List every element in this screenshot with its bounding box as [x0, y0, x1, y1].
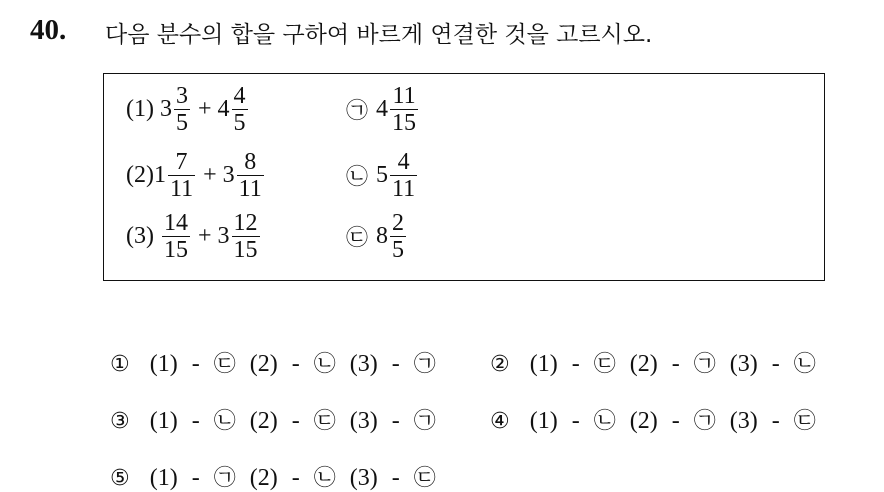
- dash: -: [671, 351, 680, 377]
- dash: -: [291, 408, 300, 434]
- dash: -: [191, 465, 200, 491]
- pair-answer: ㉢: [313, 409, 336, 434]
- pair-answer: ㉡: [313, 352, 336, 377]
- answer-mark: ㉠: [346, 98, 369, 124]
- mixed-whole: 4: [376, 95, 389, 122]
- denominator: 11: [238, 175, 262, 202]
- denominator: 15: [163, 236, 188, 263]
- dash: -: [571, 408, 580, 434]
- numerator: 7: [175, 148, 188, 175]
- numerator: 14: [163, 209, 188, 236]
- denominator: 15: [233, 236, 258, 263]
- dash: -: [291, 465, 300, 491]
- dash: -: [391, 465, 400, 491]
- choice-number: ⑤: [110, 466, 130, 491]
- row-label: (1): [126, 95, 154, 122]
- numerator: 2: [392, 209, 405, 236]
- plus-sign: +: [197, 95, 212, 122]
- fraction: [168, 150, 195, 201]
- answer-mark: ㉡: [346, 164, 369, 190]
- question-number: 40.: [30, 14, 67, 46]
- pair-label: (3): [729, 408, 758, 434]
- fraction: [390, 150, 417, 201]
- dash: -: [771, 351, 780, 377]
- pair-answer: ㉢: [593, 352, 616, 377]
- denominator: 11: [169, 175, 194, 202]
- fraction: [174, 84, 190, 135]
- dash: -: [391, 408, 400, 434]
- pair-answer: ㉡: [793, 352, 816, 377]
- fraction: [232, 84, 248, 135]
- pair-answer: ㉠: [693, 409, 716, 434]
- fraction: [390, 211, 406, 262]
- mixed-whole: 5: [376, 161, 389, 188]
- pair-label: (2): [629, 351, 658, 377]
- choice-1[interactable]: [110, 347, 444, 378]
- pair-answer: ㉠: [413, 409, 436, 434]
- choice-5[interactable]: [110, 461, 444, 492]
- plus-sign: +: [203, 161, 217, 188]
- dash: -: [191, 351, 200, 377]
- pair-label: (1): [529, 408, 558, 434]
- pair-answer: ㉢: [793, 409, 816, 434]
- problem-box: [103, 73, 825, 281]
- pair-label: (1): [149, 351, 178, 377]
- fraction: [237, 150, 264, 201]
- mixed-whole: 3: [159, 95, 172, 122]
- numerator: 3: [175, 82, 188, 109]
- pair-label: (3): [349, 408, 378, 434]
- pair-answer: ㉡: [593, 409, 616, 434]
- choice-4[interactable]: [490, 404, 824, 435]
- denominator: 5: [233, 109, 246, 136]
- problem-row-2: [126, 148, 416, 202]
- choice-number: ③: [110, 409, 130, 434]
- mixed-whole: 3: [222, 161, 235, 188]
- choice-number: ②: [490, 352, 510, 377]
- dash: -: [671, 408, 680, 434]
- pair-label: (2): [629, 408, 658, 434]
- choice-3[interactable]: [110, 404, 444, 435]
- pair-answer: ㉡: [313, 466, 336, 491]
- mixed-whole: 4: [217, 95, 230, 122]
- fraction: [390, 84, 418, 135]
- pair-answer: ㉠: [413, 352, 436, 377]
- pair-label: (1): [529, 351, 558, 377]
- numerator: 4: [233, 82, 246, 109]
- fraction: [162, 211, 190, 262]
- mixed-whole: 1: [153, 161, 166, 188]
- pair-label: (3): [349, 465, 378, 491]
- dash: -: [191, 408, 200, 434]
- dash: -: [391, 351, 400, 377]
- denominator: 15: [392, 109, 417, 136]
- denominator: 5: [175, 109, 188, 136]
- mixed-whole: 8: [376, 222, 389, 249]
- plus-sign: +: [197, 222, 212, 249]
- choice-number: ④: [490, 409, 510, 434]
- row-label: (2): [126, 161, 154, 188]
- numerator: 8: [244, 148, 257, 175]
- mixed-whole: 3: [217, 222, 230, 249]
- row-label: (3): [126, 222, 154, 249]
- pair-answer: ㉠: [693, 352, 716, 377]
- pair-answer: ㉠: [213, 466, 236, 491]
- answer-option: [346, 209, 408, 263]
- denominator: 5: [392, 236, 405, 263]
- pair-answer: ㉢: [413, 466, 436, 491]
- pair-label: (1): [149, 465, 178, 491]
- pair-label: (2): [249, 408, 278, 434]
- dash: -: [291, 351, 300, 377]
- numerator: 11: [392, 82, 416, 109]
- pair-answer: ㉢: [213, 352, 236, 377]
- question-text: 다음 분수의 합을 구하여 바르게 연결한 것을 고르시오.: [105, 22, 653, 48]
- pair-label: (3): [729, 351, 758, 377]
- problem-row-3: [126, 209, 405, 263]
- answer-option: [346, 82, 420, 136]
- pair-answer: ㉡: [213, 409, 236, 434]
- answer-option: [346, 148, 419, 202]
- dash: -: [771, 408, 780, 434]
- pair-label: (1): [149, 408, 178, 434]
- choice-number: ①: [110, 352, 130, 377]
- pair-label: (2): [249, 465, 278, 491]
- pair-label: (2): [249, 351, 278, 377]
- pair-label: (3): [349, 351, 378, 377]
- dash: -: [571, 351, 580, 377]
- denominator: 11: [392, 175, 416, 202]
- answer-mark: ㉢: [346, 225, 369, 251]
- numerator: 4: [397, 148, 410, 175]
- choice-2[interactable]: [490, 347, 824, 378]
- problem-row-1: [126, 82, 417, 136]
- numerator: 12: [233, 209, 258, 236]
- fraction: [232, 211, 260, 262]
